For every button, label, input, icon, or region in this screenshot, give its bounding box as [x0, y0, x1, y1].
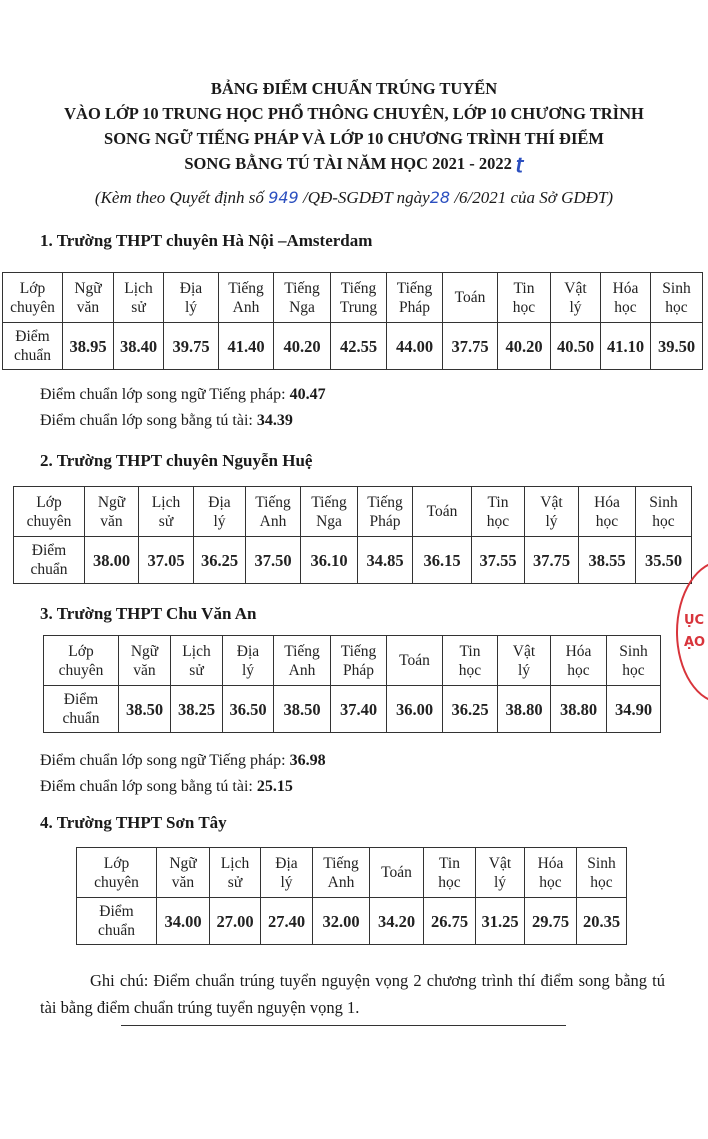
- school-1-bilingual-french-score: Điểm chuẩn lớp song ngữ Tiếng pháp: 40.47: [40, 386, 326, 403]
- row-label-cell: Lớp chuyên: [44, 636, 119, 686]
- score-cell: 32.00: [313, 898, 370, 945]
- score-cell: 38.80: [498, 686, 551, 733]
- row-label-cell: Điểm chuẩn: [77, 898, 157, 945]
- subject-header: Tiếng Anh: [274, 636, 331, 686]
- school-1-score-table: [2, 272, 703, 370]
- subject-header: Toán: [443, 273, 498, 323]
- subject-header: Vật lý: [551, 273, 601, 323]
- score-cell: 27.40: [261, 898, 313, 945]
- score-cell: 38.50: [274, 686, 331, 733]
- subject-header: Tin học: [472, 487, 525, 537]
- row-label-cell: Điểm chuẩn: [44, 686, 119, 733]
- score-cell: 38.95: [63, 323, 114, 370]
- score-cell: 38.50: [119, 686, 171, 733]
- score-cell: 38.00: [85, 537, 139, 584]
- score-cell: 39.75: [164, 323, 219, 370]
- score-cell: 37.50: [246, 537, 301, 584]
- score-cell: 20.35: [577, 898, 627, 945]
- score-cell: 42.55: [331, 323, 387, 370]
- subject-header: Toán: [413, 487, 472, 537]
- subject-header: Tiếng Pháp: [331, 636, 387, 686]
- subject-header: Hóa học: [601, 273, 651, 323]
- row-label-cell: Lớp chuyên: [14, 487, 85, 537]
- school-4-heading: 4. Trường THPT Sơn Tây: [40, 813, 227, 832]
- decision-number: 949: [268, 188, 299, 207]
- score-cell: 31.25: [476, 898, 525, 945]
- score-cell: 26.75: [424, 898, 476, 945]
- subject-header: Sinh học: [651, 273, 703, 323]
- school-3-bilingual-french-score: Điểm chuẩn lớp song ngữ Tiếng pháp: 36.98: [40, 752, 326, 769]
- score-cell: 36.25: [443, 686, 498, 733]
- score-cell: 37.55: [472, 537, 525, 584]
- subject-header: Ngữ văn: [119, 636, 171, 686]
- doc-title-line-4: [0, 153, 708, 175]
- score-cell: 36.15: [413, 537, 472, 584]
- score-cell: 36.10: [301, 537, 358, 584]
- table-score-row: [77, 898, 627, 945]
- score-cell: 38.55: [579, 537, 636, 584]
- subject-header: Tin học: [443, 636, 498, 686]
- score-cell: 38.80: [551, 686, 607, 733]
- subject-header: Lịch sử: [210, 848, 261, 898]
- score-cell: 38.40: [114, 323, 164, 370]
- subject-header: Tiếng Anh: [246, 487, 301, 537]
- subject-header: Ngữ văn: [157, 848, 210, 898]
- closing-rule: [121, 1025, 566, 1026]
- subject-header: Tiếng Nga: [301, 487, 358, 537]
- school-3-heading: 3. Trường THPT Chu Văn An: [40, 604, 257, 623]
- decision-day: 28: [429, 188, 451, 207]
- score-cell: 36.25: [194, 537, 246, 584]
- subject-header: Sinh học: [607, 636, 661, 686]
- score-cell: 34.00: [157, 898, 210, 945]
- footnote: Ghi chú: Điểm chuẩn trúng tuyển nguyện vọng 2 chương trình thí điểm song bằng tú tài bằng điểm chuẩn trúng tuyển nguyện vọng 1.: [40, 971, 665, 1017]
- score-cell: 40.20: [498, 323, 551, 370]
- subtitle-middle: /QĐ-SGDĐT ngày: [302, 188, 430, 207]
- stamp-text: ỤC ẠO: [684, 613, 706, 650]
- subject-header: Địa lý: [164, 273, 219, 323]
- school-1-dual-diploma-score: Điểm chuẩn lớp song bằng tú tài: 34.39: [40, 412, 293, 429]
- subject-header: Sinh học: [636, 487, 692, 537]
- score-cell: 39.50: [651, 323, 703, 370]
- row-label-cell: Điểm chuẩn: [14, 537, 85, 584]
- school-2-heading: 2. Trường THPT chuyên Nguyễn Huệ: [40, 451, 313, 470]
- doc-title-line-3: SONG NGỮ TIẾNG PHÁP VÀ LỚP 10 CHƯƠNG TRÌNH THÍ ĐIỂM: [104, 129, 604, 148]
- table-header-row: [77, 848, 627, 898]
- subject-header: Vật lý: [476, 848, 525, 898]
- score-cell: 37.05: [139, 537, 194, 584]
- table-score-row: [44, 686, 661, 733]
- table-header-row: [14, 487, 692, 537]
- table-score-row: [3, 323, 703, 370]
- subject-header: Địa lý: [261, 848, 313, 898]
- subject-header: Lịch sử: [114, 273, 164, 323]
- doc-title-line-2: VÀO LỚP 10 TRUNG HỌC PHỔ THÔNG CHUYÊN, LỚP 10 CHƯƠNG TRÌNH: [64, 104, 644, 123]
- score-cell: 38.25: [171, 686, 223, 733]
- score-cell: 36.00: [387, 686, 443, 733]
- school-3-score-table: [43, 635, 661, 733]
- score-cell: 40.20: [274, 323, 331, 370]
- score-cell: 27.00: [210, 898, 261, 945]
- table-score-row: [14, 537, 692, 584]
- subject-header: Tiếng Trung: [331, 273, 387, 323]
- subtitle-suffix: /6/2021 của Sở GDĐT): [454, 188, 614, 207]
- subject-header: Tiếng Anh: [219, 273, 274, 323]
- subject-header: Địa lý: [194, 487, 246, 537]
- subject-header: Ngữ văn: [85, 487, 139, 537]
- row-label-cell: Lớp chuyên: [77, 848, 157, 898]
- doc-title-line-1: BẢNG ĐIỂM CHUẨN TRÚNG TUYỂN: [210, 79, 498, 98]
- subject-header: Hóa học: [525, 848, 577, 898]
- subject-header: Địa lý: [223, 636, 274, 686]
- school-3-dual-diploma-score: Điểm chuẩn lớp song bằng tú tài: 25.15: [40, 778, 293, 795]
- score-cell: 34.90: [607, 686, 661, 733]
- school-1-heading: 1. Trường THPT chuyên Hà Nội –Amsterdam: [40, 231, 373, 250]
- school-2-score-table: [13, 486, 692, 584]
- doc-title-line-4-text: SONG BẰNG TÚ TÀI NĂM HỌC 2021 - 2022: [184, 154, 512, 173]
- subtitle-prefix: (Kèm theo Quyết định số: [94, 188, 264, 207]
- subject-header: Hóa học: [579, 487, 636, 537]
- school-4-score-table: [76, 847, 627, 945]
- score-cell: 41.40: [219, 323, 274, 370]
- subject-header: Tiếng Anh: [313, 848, 370, 898]
- subject-header: Vật lý: [525, 487, 579, 537]
- decision-reference: [0, 188, 708, 208]
- table-header-row: [44, 636, 661, 686]
- score-cell: 41.10: [601, 323, 651, 370]
- subject-header: Tin học: [498, 273, 551, 323]
- subject-header: Hóa học: [551, 636, 607, 686]
- score-cell: 34.20: [370, 898, 424, 945]
- subject-header: Tiếng Nga: [274, 273, 331, 323]
- score-cell: 36.50: [223, 686, 274, 733]
- score-cell: 37.75: [443, 323, 498, 370]
- subject-header: Tin học: [424, 848, 476, 898]
- subject-header: Tiếng Pháp: [358, 487, 413, 537]
- table-header-row: [3, 273, 703, 323]
- score-cell: 37.40: [331, 686, 387, 733]
- subject-header: Vật lý: [498, 636, 551, 686]
- subject-header: Tiếng Pháp: [387, 273, 443, 323]
- subject-header: Toán: [387, 636, 443, 686]
- score-cell: 44.00: [387, 323, 443, 370]
- subject-header: Sinh học: [577, 848, 627, 898]
- subject-header: Ngữ văn: [63, 273, 114, 323]
- score-cell: 37.75: [525, 537, 579, 584]
- subject-header: Lịch sử: [171, 636, 223, 686]
- row-label-cell: Điểm chuẩn: [3, 323, 63, 370]
- score-cell: 34.85: [358, 537, 413, 584]
- score-cell: 29.75: [525, 898, 577, 945]
- subject-header: Lịch sử: [139, 487, 194, 537]
- handwritten-mark: ʈ: [516, 154, 524, 173]
- score-cell: 40.50: [551, 323, 601, 370]
- subject-header: Toán: [370, 848, 424, 898]
- row-label-cell: Lớp chuyên: [3, 273, 63, 323]
- score-cell: 35.50: [636, 537, 692, 584]
